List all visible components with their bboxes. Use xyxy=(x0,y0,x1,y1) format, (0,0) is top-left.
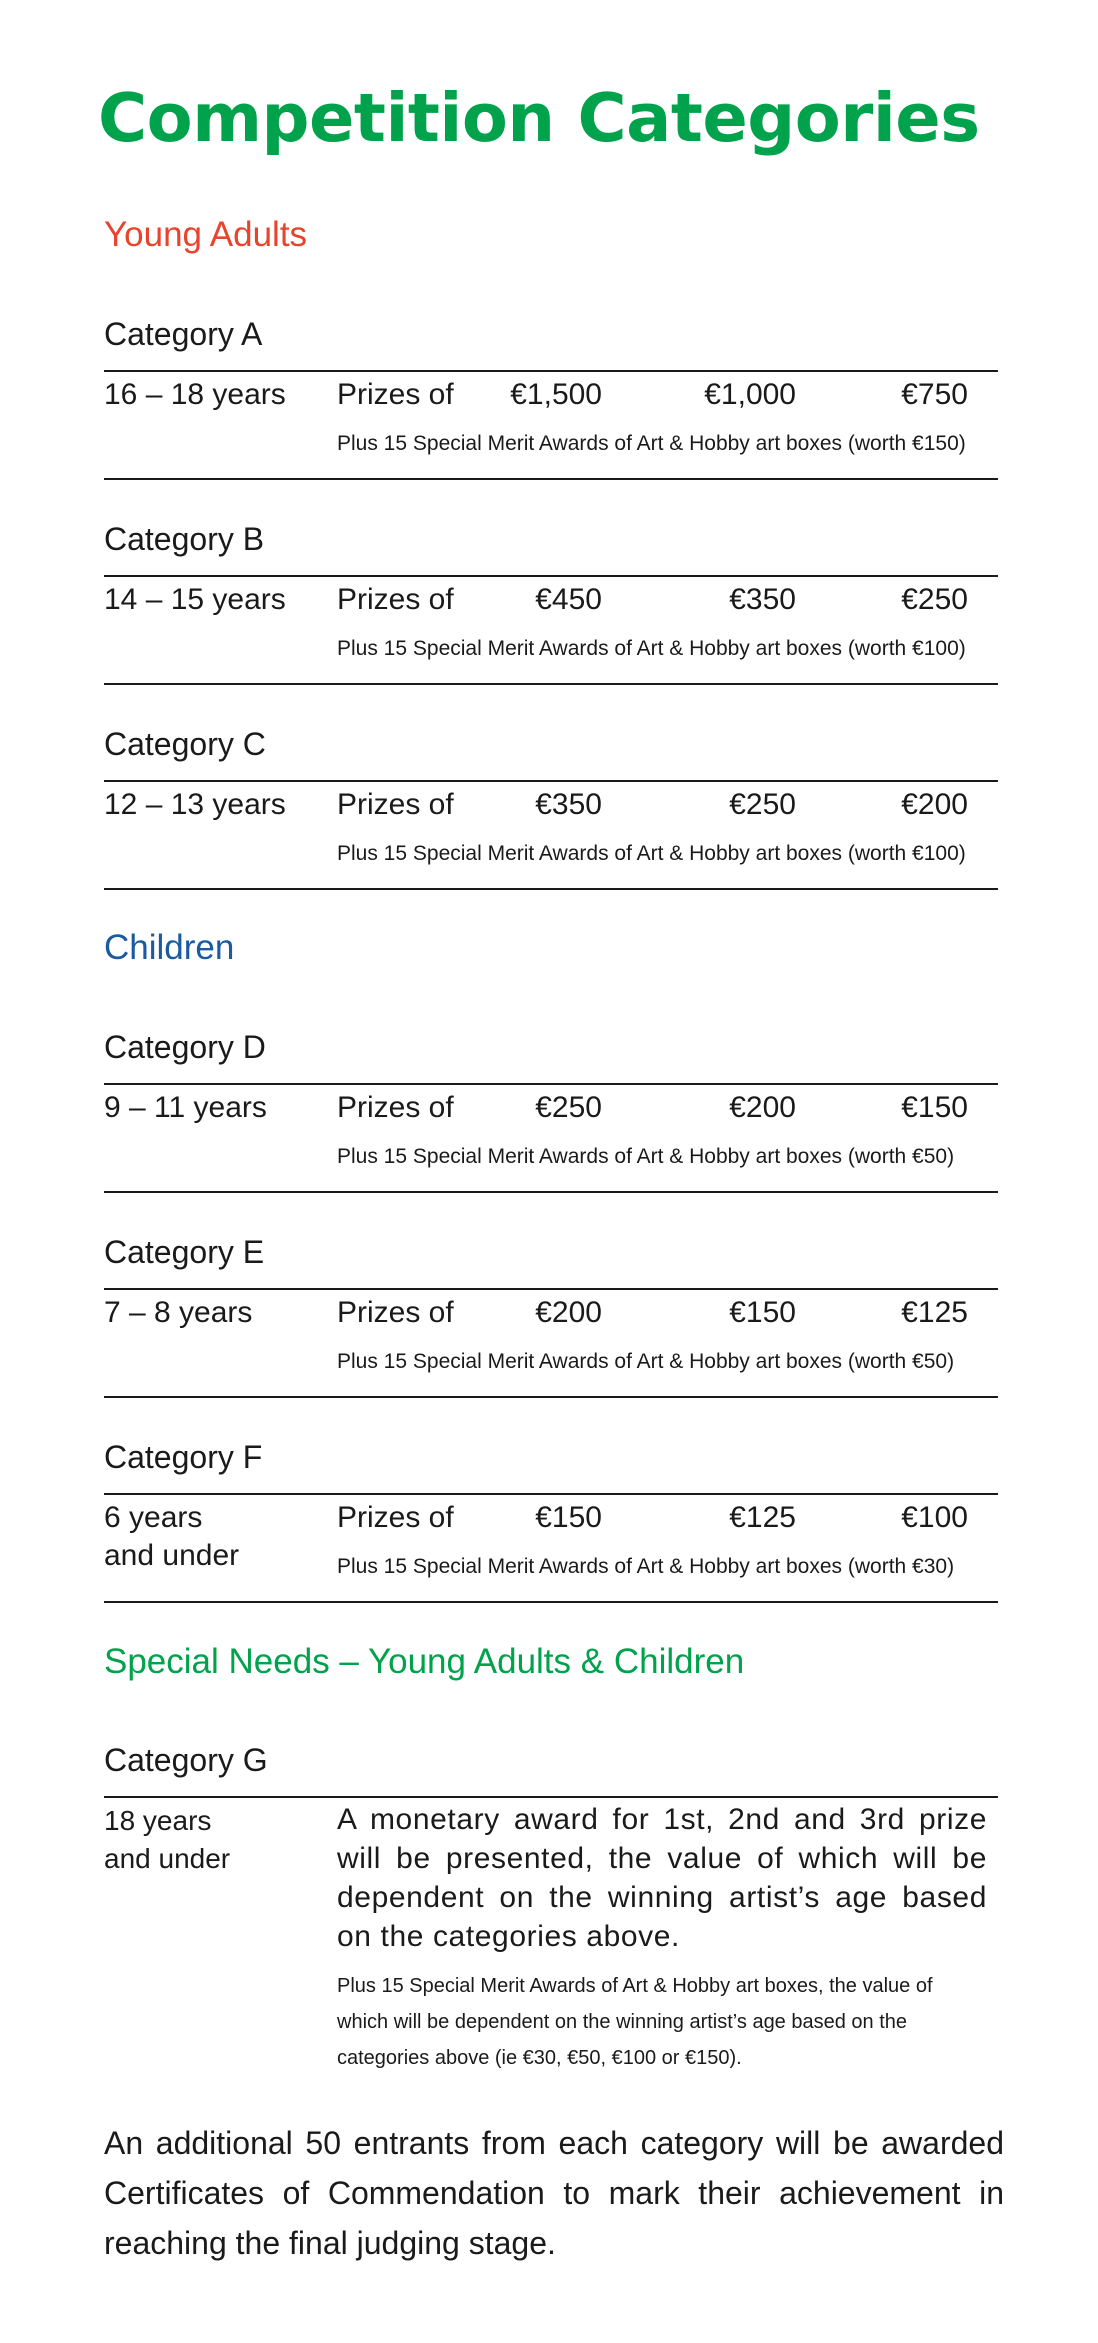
divider xyxy=(104,1083,998,1085)
third-prize: €200 xyxy=(901,788,968,821)
prizes-label: Prizes of xyxy=(337,1501,454,1534)
second-prize: €250 xyxy=(729,788,796,821)
divider xyxy=(104,1288,998,1290)
first-prize: €150 xyxy=(535,1501,602,1534)
age-range: 16 – 18 years xyxy=(104,378,286,411)
group-heading-children: Children xyxy=(104,928,235,967)
divider xyxy=(104,683,998,685)
group-heading-young-adults: Young Adults xyxy=(104,215,308,254)
age-line: and under xyxy=(104,1539,240,1572)
divider xyxy=(104,1191,998,1193)
prizes-label: Prizes of xyxy=(337,1296,454,1329)
age-line: 6 years xyxy=(104,1501,203,1534)
category-title: Category C xyxy=(104,726,266,762)
category-title: Category D xyxy=(104,1029,266,1065)
divider xyxy=(104,1493,998,1495)
prizes-label: Prizes of xyxy=(337,378,454,411)
merit-awards-note: Plus 15 Special Merit Awards of Art & Hobby art boxes (worth €150) xyxy=(337,432,966,455)
merit-awards-note: Plus 15 Special Merit Awards of Art & Hobby art boxes (worth €100) xyxy=(337,637,966,660)
third-prize: €750 xyxy=(901,378,968,411)
second-prize: €125 xyxy=(729,1501,796,1534)
divider xyxy=(104,1601,998,1603)
merit-awards-note: Plus 15 Special Merit Awards of Art & Hobby art boxes (worth €100) xyxy=(337,842,966,865)
second-prize: €200 xyxy=(729,1091,796,1124)
first-prize: €1,500 xyxy=(510,378,602,411)
age-range xyxy=(104,1499,239,1575)
divider xyxy=(104,370,998,372)
third-prize: €100 xyxy=(901,1501,968,1534)
first-prize: €350 xyxy=(535,788,602,821)
divider xyxy=(104,478,998,480)
merit-awards-note: Plus 15 Special Merit Awards of Art & Hobby art boxes (worth €50) xyxy=(337,1145,955,1168)
group-heading-special-needs: Special Needs – Young Adults & Children xyxy=(104,1642,745,1681)
second-prize: €1,000 xyxy=(704,378,796,411)
category-title: Category F xyxy=(104,1439,263,1475)
category-title: Category E xyxy=(104,1234,265,1270)
divider xyxy=(104,888,998,890)
divider xyxy=(104,1796,998,1798)
monetary-award-text: A monetary award for 1st, 2nd and 3rd prize will be presented, the value of which will be dependent on the winning artist’s age based on the categories above. xyxy=(337,1803,987,1953)
second-prize: €150 xyxy=(729,1296,796,1329)
merit-awards-note: Plus 15 Special Merit Awards of Art & Hobby art boxes (worth €50) xyxy=(337,1350,955,1373)
first-prize: €450 xyxy=(535,583,602,616)
age-line: and under xyxy=(104,1843,231,1874)
category-title: Category A xyxy=(104,316,263,352)
second-prize: €350 xyxy=(729,583,796,616)
age-range: 7 – 8 years xyxy=(104,1296,253,1329)
merit-awards-note: Plus 15 Special Merit Awards of Art & Hobby art boxes, the value of which will be dependent on the winning artist’s age based on the categories above (ie €30, €50, €100 or €150). xyxy=(337,1975,933,2069)
first-prize: €200 xyxy=(535,1296,602,1329)
age-range: 9 – 11 years xyxy=(104,1091,267,1124)
merit-awards-note: Plus 15 Special Merit Awards of Art & Hobby art boxes (worth €30) xyxy=(337,1555,955,1578)
third-prize: €250 xyxy=(901,583,968,616)
prizes-label: Prizes of xyxy=(337,1091,454,1124)
category-title: Category G xyxy=(104,1742,268,1778)
prizes-label: Prizes of xyxy=(337,788,454,821)
third-prize: €150 xyxy=(901,1091,968,1124)
category-title: Category B xyxy=(104,521,265,557)
divider xyxy=(104,1396,998,1398)
age-range xyxy=(104,1802,230,1878)
age-range: 12 – 13 years xyxy=(104,788,286,821)
age-line: 18 years xyxy=(104,1805,212,1836)
page-title: Competition Categories xyxy=(98,79,980,157)
divider xyxy=(104,780,998,782)
commendation-footer: An additional 50 entrants from each category will be awarded Certificates of Commendation to mark their achievement in reaching the final judging stage. xyxy=(104,2125,1004,2261)
age-range: 14 – 15 years xyxy=(104,583,286,616)
third-prize: €125 xyxy=(901,1296,968,1329)
first-prize: €250 xyxy=(535,1091,602,1124)
prizes-label: Prizes of xyxy=(337,583,454,616)
divider xyxy=(104,575,998,577)
